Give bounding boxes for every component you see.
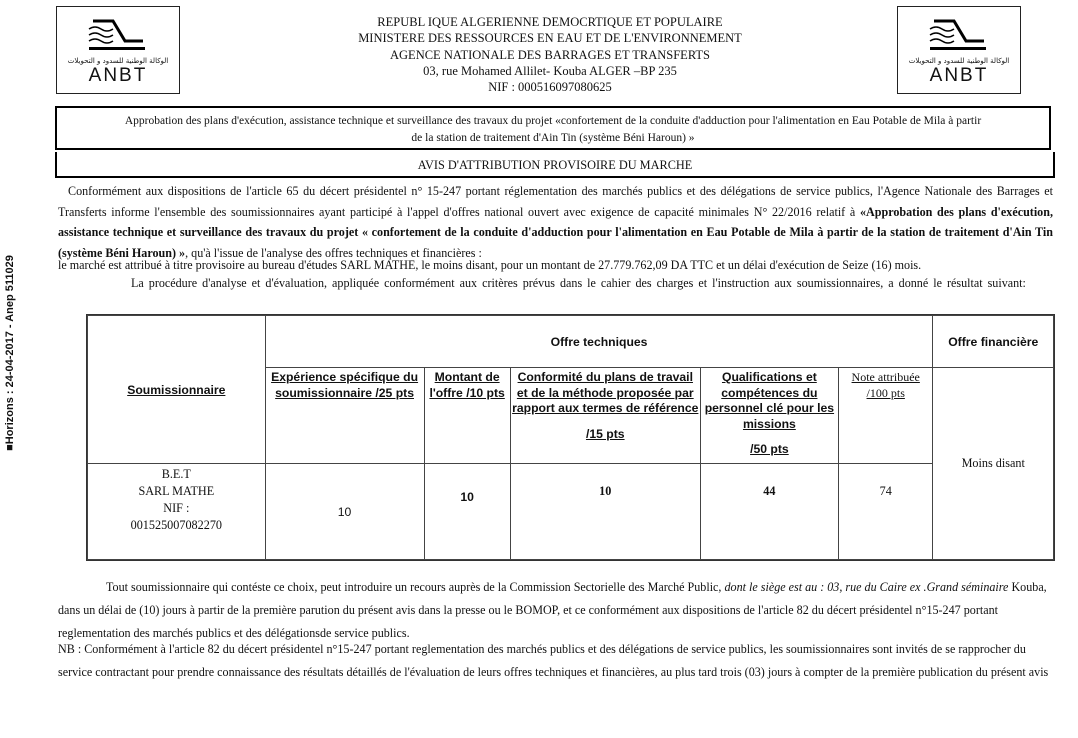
soumissionnaire-cell	[88, 464, 266, 560]
col-soumissionnaire: Soumissionnaire	[88, 316, 266, 464]
soum-line-4: 001525007082270	[130, 518, 222, 532]
analysis-paragraph: La procédure d'analyse et d'évaluation, appliquée conformément aux critères prévus dans le cahier des charges et l'instruction aux soumissionnaires, a donné le résultat suivant:	[131, 276, 1026, 290]
score-montant: 10	[424, 464, 510, 560]
recours-text-b: dont le siège est au : 03, rue du Caire ex .Grand séminaire	[724, 580, 1009, 594]
nb-paragraph: NB : Conformément à l'article 82 du décert présidentel n°15-247 portant reglementation des marchés publics et des délégations de service publics, les soumissionnaires sont invités de se rapprocher du service contractant pour prendre connaissance des résultats détaillés de l'évaluation de leurs offres techniques et financières, au plus tard trois (03) jours à compter de la première publication du présent avis	[58, 642, 1049, 679]
intro-paragraph	[58, 181, 1053, 263]
soum-line-3: NIF :	[163, 501, 190, 515]
financial-result: Moins disant	[933, 368, 1054, 560]
anbt-logo-left	[56, 6, 180, 94]
dam-icon	[926, 15, 990, 55]
header-line-3: AGENCE NATIONALE DES BARRAGES ET TRANSFERTS	[390, 47, 710, 62]
recours-paragraph	[58, 576, 1053, 645]
score-conformite: 10	[510, 464, 700, 560]
header-qualifications	[700, 368, 838, 464]
header-note: Note attribuée /100 pts	[838, 368, 933, 464]
logo-text: ANBT	[929, 65, 989, 86]
soum-line-2: SARL MATHE	[138, 484, 215, 498]
results-table	[86, 314, 1055, 561]
soum-line-1: B.E.T	[161, 467, 191, 481]
dam-icon	[85, 15, 149, 55]
group-offre-techniques: Offre techniques	[265, 316, 933, 368]
score-experience: 10	[265, 464, 424, 560]
award-paragraph: le marché est attribué à titre provisoire au bureau d'études SARL MATHE, le moins disant, pour un montant de 27.779.762,09 DA TTC et un délai d'exécution de Seize (16) mois.	[58, 258, 922, 272]
recours-text-a: Tout soumissionnaire qui contéste ce choix, peut introduire un recours auprès de la Commission Sectorielle des Marché Public,	[106, 580, 725, 594]
header-line-5: NIF : 000516097080625	[488, 80, 612, 95]
header-experience: Expérience spécifique du soumissionnaire /25 pts	[265, 368, 424, 464]
intro-text-b: «Approbation des plans d'exécution, assistance technique et surveillance des travaux du projet « confortement de la conduite d'adduction pour l'alimentation en Eau Potable de Mila à partir de la station de traitement d'Ain Tin (système Béni Haroun) »	[58, 204, 1053, 260]
header-qualifications-pts: /50 pts	[750, 442, 789, 456]
avis-title: AVIS D'ATTRIBUTION PROVISOIRE DU MARCHE	[55, 152, 1055, 178]
header-conformite	[510, 368, 700, 464]
score-qualifications: 44	[700, 464, 838, 560]
group-offre-financiere: Offre financière	[933, 316, 1054, 368]
header-conformite-text: Conformité du plans de travail et de la méthode proposée par rapport aux termes de référence	[512, 370, 699, 415]
anbt-logo-right	[897, 6, 1021, 94]
project-line-1: Approbation des plans d'exécution, assistance technique et surveillance des travaux du projet «confortement de la conduite d'adduction pour l'alimentation en Eau Potable de Mila à partir	[124, 115, 982, 127]
letterhead	[280, 14, 820, 95]
header-line-2: MINISTERE DES RESSOURCES EN EAU ET DE L'ENVIRONNEMENT	[358, 31, 742, 46]
intro-text-a: Conformément aux dispositions de l'article 65 du décert présidentel n° 15-247 portant réglementation des marchés publics et des délégations de service publics, l'Agence Nationale des Barrages et Transferts informe l'ensemble des soumissionnaires ayant participé à l'appel d'offres national ouvert avec exigence de capacité minimales N° 22/2016 relatif à	[58, 184, 1053, 219]
header-conformite-pts: /15 pts	[585, 426, 625, 441]
header-line-1: REPUBL IQUE ALGERIENNE DEMOCRTIQUE ET POPULAIRE	[377, 15, 723, 29]
intro-text-c: , qu'à l'issue de l'analyse des offres techniques et financières :	[185, 245, 482, 260]
recours-text-c: Kouba, dans un délai de (10) jours à partir de la première parution du présent avis dans la presse ou le BOMOP, et ce conformément aux dispositions de l'article 82 du décert présidentel n°15-247 portant reglementation des marchés publics et des délégationsde service publics.	[58, 580, 1047, 640]
side-stamp: ■Horizons : 24-04-2017 - Anep 511029	[4, 255, 16, 451]
logo-arabic: الوكالة الوطنية للسدود و التحويلات	[67, 57, 169, 65]
score-total: 74	[838, 464, 933, 560]
header-line-4: 03, rue Mohamed Allilet- Kouba ALGER –BP 235	[423, 63, 677, 78]
header-montant: Montant de l'offre /10 pts	[424, 368, 510, 464]
project-line-2: de la station de traitement d'Ain Tin (système Béni Haroun) »	[411, 132, 695, 144]
logo-arabic: الوكالة الوطنية للسدود و التحويلات	[908, 57, 1010, 65]
project-title-box	[55, 106, 1051, 150]
header-qualifications-text: Qualifications et compétences du personnel clé pour les missions	[704, 370, 835, 431]
logo-text: ANBT	[88, 65, 148, 86]
